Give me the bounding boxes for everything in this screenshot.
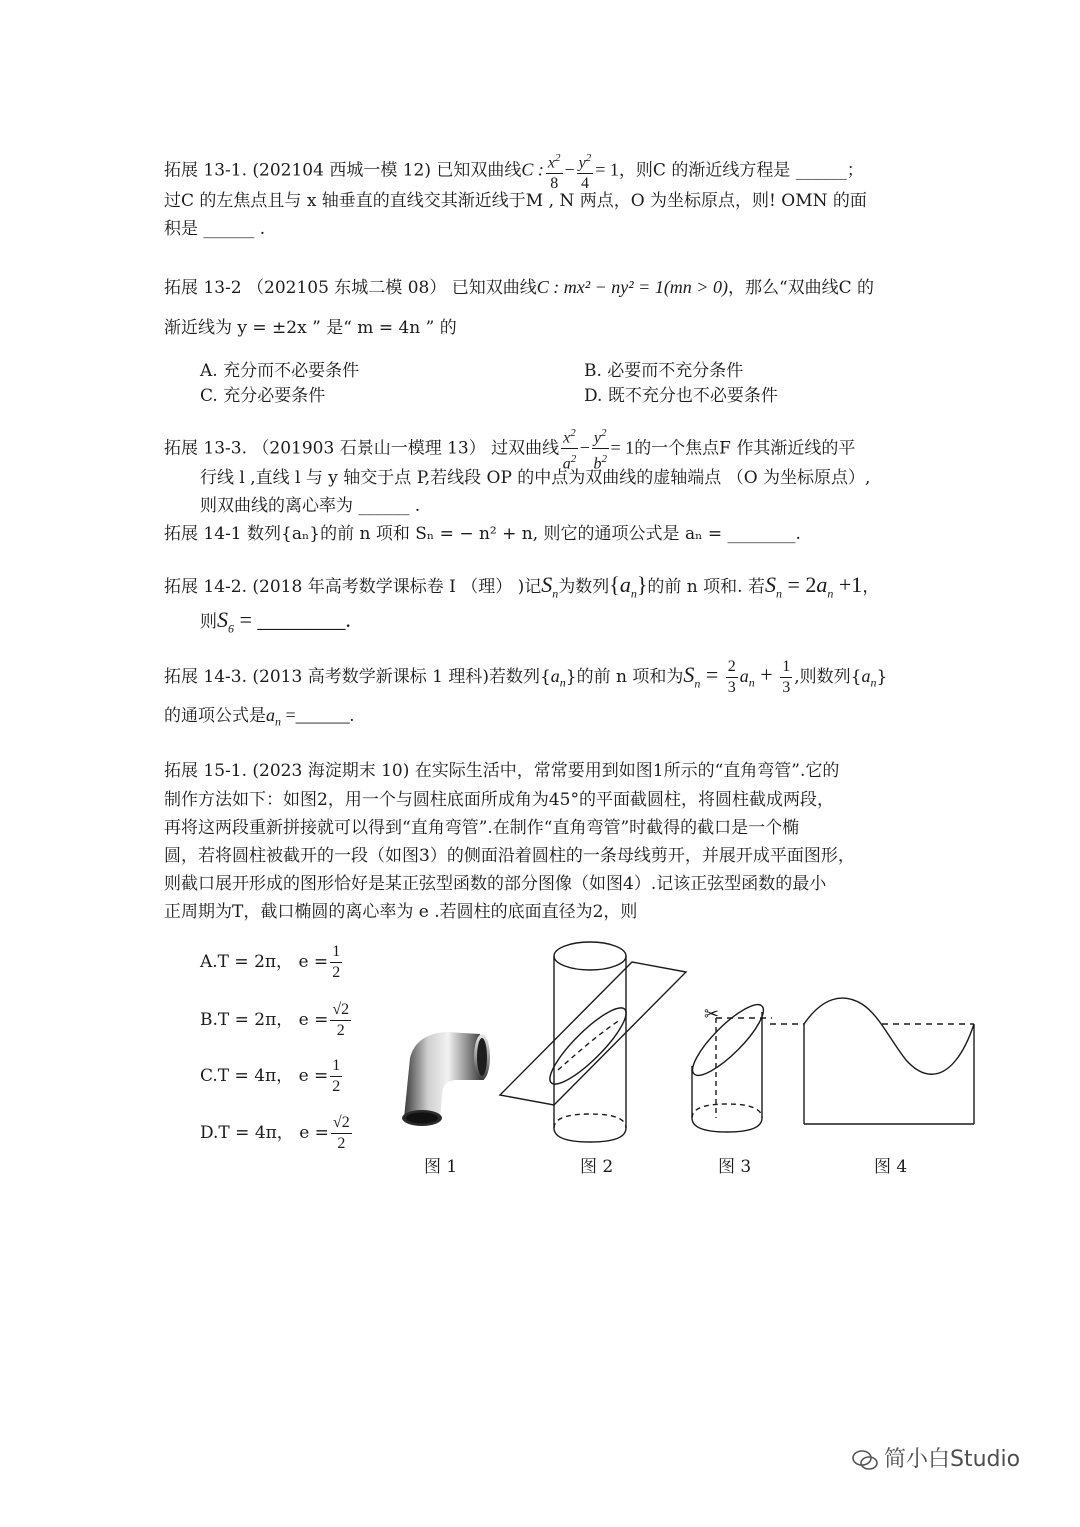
q15-1-option-b: B.T = 2π， e = $\frac{√2}{2}$ bbox=[200, 1001, 350, 1039]
scissors-icon: ✂ bbox=[704, 1004, 720, 1025]
q13-1-line2: 过C 的左焦点且与 x 轴垂直的直线交其渐近线于M , N 两点，O 为坐标原点，则! OMN 的面 bbox=[164, 191, 867, 211]
q13-3-line1: 拓展 13-3. （201903 石景山一模理 13） 过双曲线 $\frac{x^2}{a^2}$ − $\frac{y^2}{b^2}$ = 1的一个焦点F 作其渐近线的平 bbox=[164, 423, 855, 475]
q14-1-line: 拓展 14-1 数列{aₙ}的前 n 项和 Sₙ = − n² + n, 则它的通项公式是 aₙ = ________. bbox=[164, 524, 801, 544]
q15-1-option-d: D.T = 4π， e = $\frac{√2}{2}$ bbox=[200, 1114, 350, 1152]
q13-2-option-b: B. 必要而不充分条件 bbox=[584, 361, 744, 381]
q14-3-line1: 拓展 14-3. (2013 高考数学新课标 1 理科)若数列$\{a_n\}$的前 n 项和为$S_n$ = $\frac{2}{3}$ $a_n$ + $\frac{1}{3}$ ,则数列$\{a_n\}$ bbox=[164, 658, 888, 696]
q15-1-line3: 再将这两段重新拼接就可以得到“直角弯管”.在制作“直角弯管”时截得的截口是一个椭 bbox=[164, 818, 800, 838]
figure-3-caption: 图 3 bbox=[718, 1157, 752, 1177]
q14-2-line1: 拓展 14-2. (2018 年高考数学课标卷 I （理） )记$S_n$为数列$\{a_n\}$的前 n 项和. 若$S_n = 2a_n +1$， bbox=[164, 572, 880, 601]
q15-1-option-a: A.T = 2π， e = $\frac{1}{2}$ bbox=[200, 943, 341, 981]
q15-1-line1: 拓展 15-1. (2023 海淀期末 10) 在实际生活中，常常要用到如图1所示的“直角弯管”.它的 bbox=[164, 761, 840, 781]
q13-1-line1: 拓展 13-1. (202104 西城一模 12) 已知双曲线C : $\frac{x^2}{8}$ − $\frac{y^2}{4}$ = 1，则C 的渐近线方程是 ______； bbox=[164, 148, 864, 194]
q15-1-line5: 则截口展开形成的图形恰好是某正弦型函数的部分图像（如图4）.记该正弦型函数的最小 bbox=[164, 874, 827, 894]
figure-1-elbow-pipe bbox=[396, 1020, 496, 1128]
figure-3-cut-piece bbox=[686, 994, 772, 1144]
q13-1-line3: 积是 ______ . bbox=[164, 219, 266, 239]
figure-2-caption: 图 2 bbox=[580, 1157, 614, 1177]
q15-1-line2: 制作方法如下：如图2，用一个与圆柱底面所成角为45°的平面截圆柱，将圆柱截成两段， bbox=[164, 790, 834, 810]
figure-2-cylinder-cut bbox=[498, 938, 692, 1160]
q13-3-line2: 行线 l ,直线 l 与 y 轴交于点 P,若线段 OP 的中点为双曲线的虚轴端点 （O 为坐标原点）, bbox=[200, 468, 871, 488]
wechat-icon bbox=[852, 1449, 878, 1471]
figure-1-caption: 图 1 bbox=[424, 1157, 458, 1177]
q13-2-option-a: A. 充分而不必要条件 bbox=[200, 361, 360, 381]
q13-2-option-d: D. 既不充分也不必要条件 bbox=[584, 386, 778, 406]
q15-1-line6: 正周期为T，截口椭圆的离心率为 e .若圆柱的底面直径为2，则 bbox=[164, 902, 638, 922]
figure-4-unfolded-sine bbox=[770, 994, 982, 1128]
q14-3-line2: 的通项公式是$a_n$ =______. bbox=[164, 705, 355, 729]
q14-2-line2: 则$S_6$ = ________. bbox=[200, 607, 351, 636]
figure-4-caption: 图 4 bbox=[874, 1157, 908, 1177]
q13-3-line3: 则双曲线的离心率为 ______ . bbox=[200, 496, 421, 516]
q15-1-option-c: C.T = 4π， e = $\frac{1}{2}$ bbox=[200, 1057, 341, 1095]
q13-2-line2: 渐近线为 y = ±2x ” 是“ m = 4n ” 的 bbox=[164, 318, 457, 338]
q13-2-line1: 拓展 13-2 （202105 东城二模 08） 已知双曲线C : mx² − ny² = 1(mn > 0)，那么“双曲线C 的 bbox=[164, 277, 875, 298]
q13-2-option-c: C. 充分必要条件 bbox=[200, 386, 326, 406]
q15-1-line4: 圆，若将圆柱被截开的一段（如图3）的侧面沿着圆柱的一条母线剪开，并展开成平面图形， bbox=[164, 846, 855, 866]
watermark: 简小白Studio bbox=[852, 1442, 1020, 1473]
